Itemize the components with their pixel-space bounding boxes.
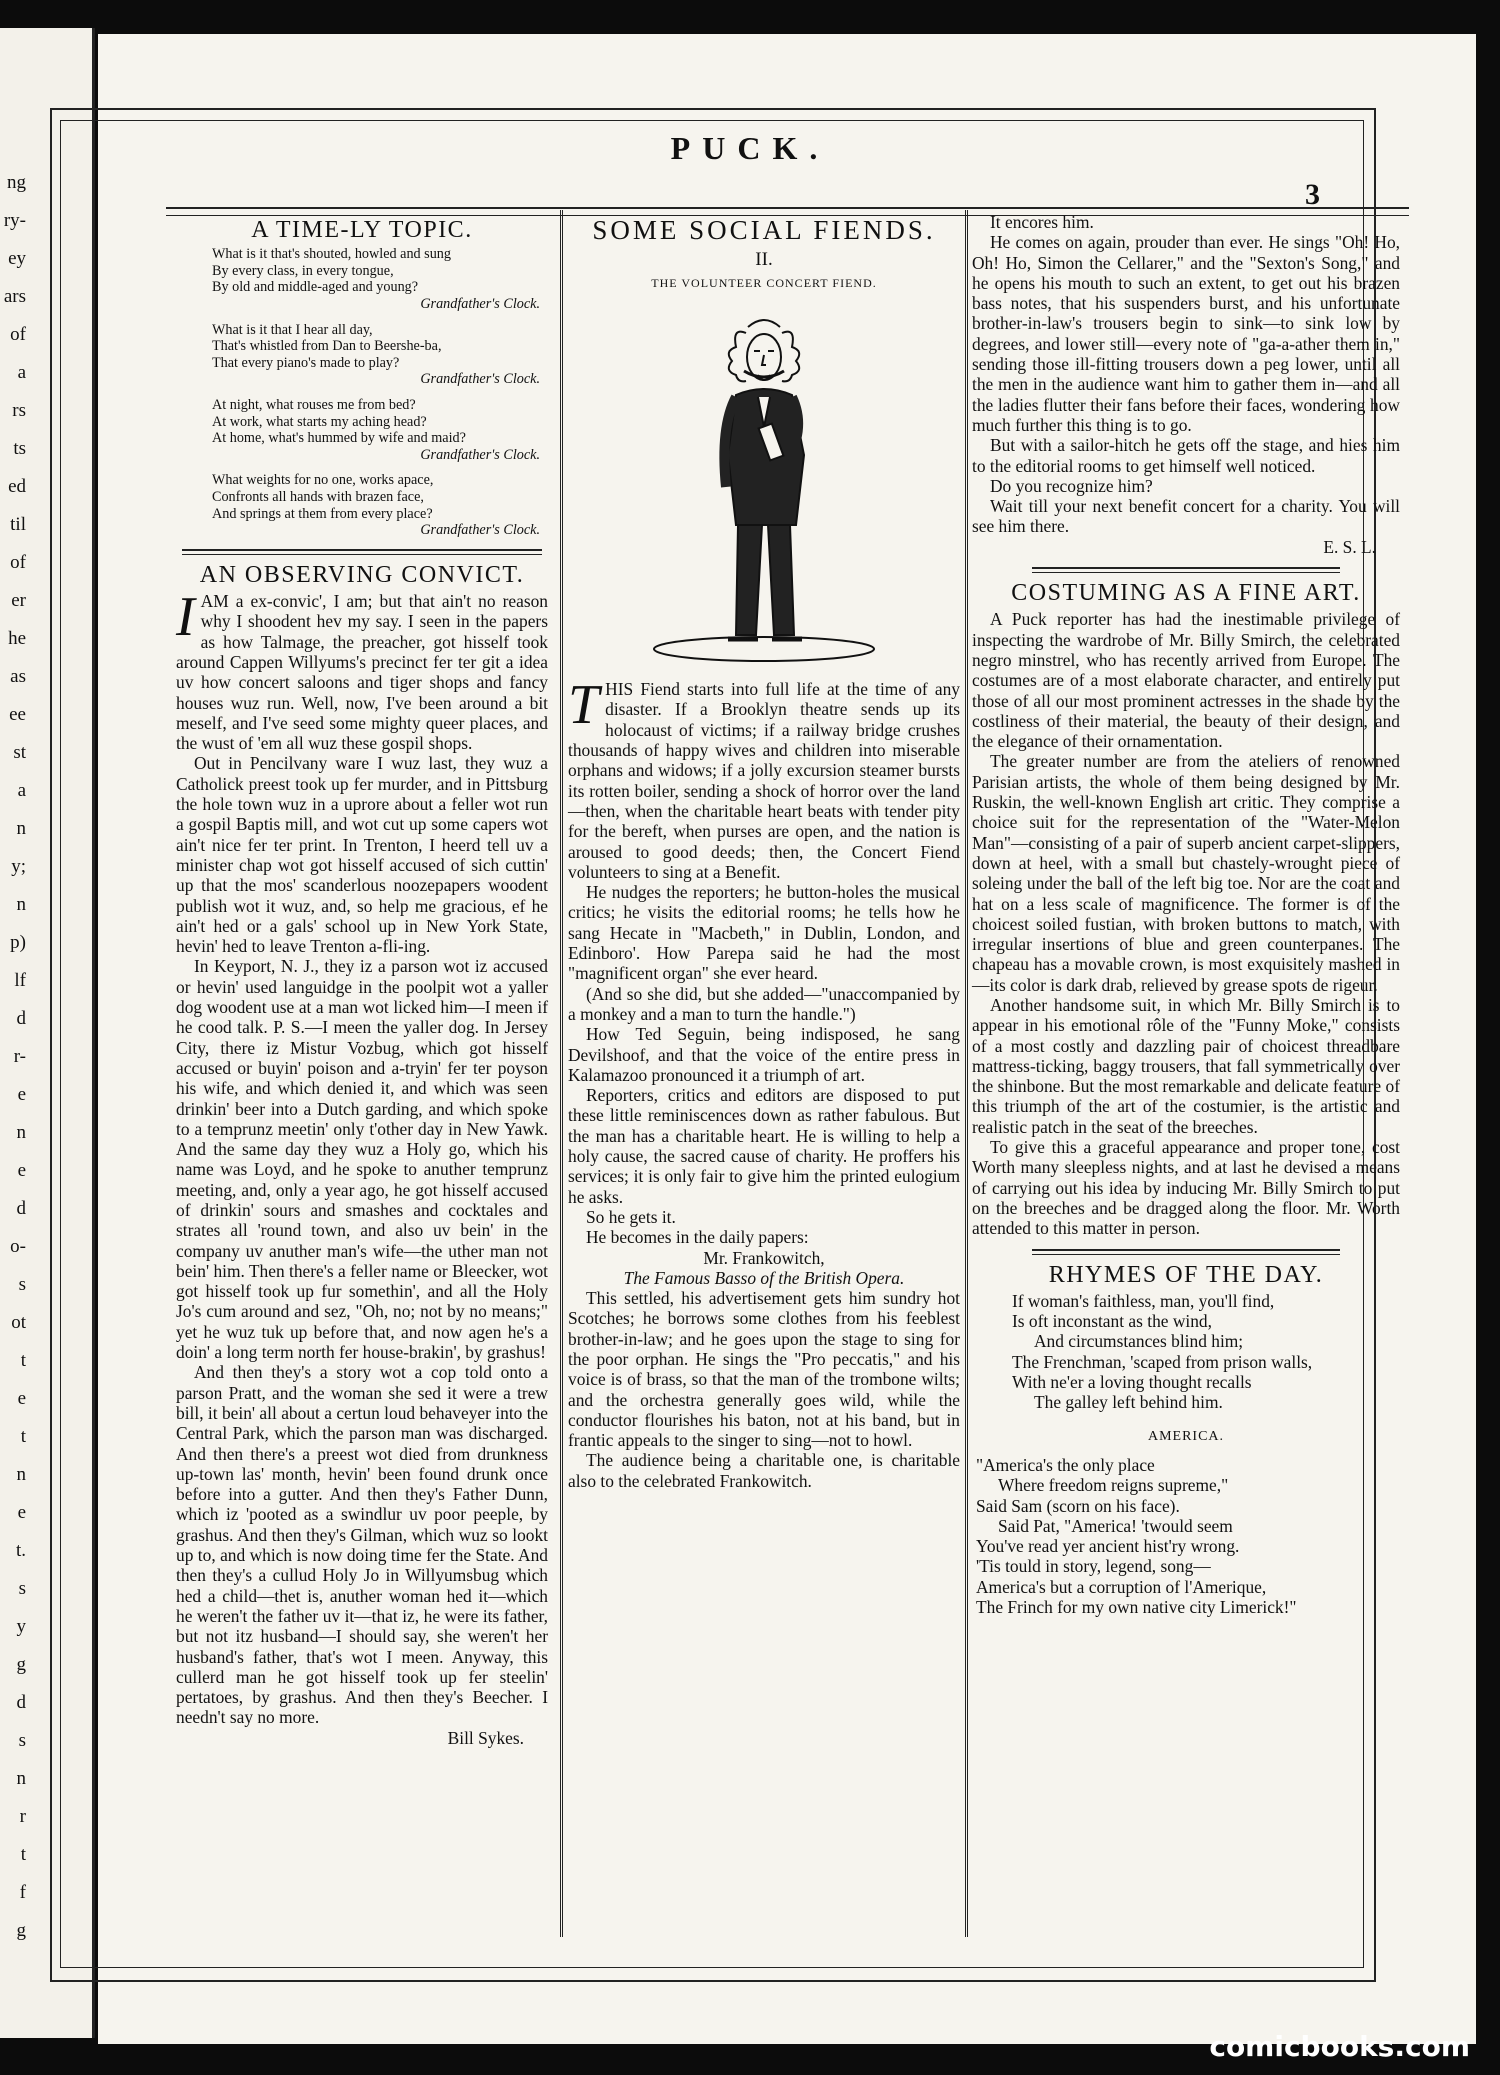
edge-text-fragment: ts [13, 438, 26, 459]
edge-text-fragment: y [16, 1616, 26, 1637]
edge-text-fragment: a [17, 780, 26, 801]
article-paragraph: IAM a ex-convic', I am; but that ain't no reason why I shoodent hev my say. I seen in the papers as how Talmage, the preacher, got hisself took around Cappen Willyums's precinct fer ter git a idea uv how concert saloons and tiger shops and fancy houses wuz run. Well, now, I've been around a bit meself, and I've seed some mighty queer places, and the wust of 'em all wuz these gospil shops. [176, 586, 548, 754]
article-title: AN OBSERVING CONVICT. [199, 561, 525, 588]
edge-text-fragment: er [11, 590, 26, 611]
poem-line: And circumstances blind him; [1034, 1331, 1244, 1352]
edge-text-fragment: p) [10, 932, 26, 953]
article-title: SOME SOCIAL FIENDS. [592, 215, 936, 245]
watermark: comicbooks.com [1209, 2030, 1470, 2063]
edge-text-fragment: st [13, 742, 26, 763]
poem-line: Where freedom reigns supreme," [998, 1475, 1229, 1496]
column-rule [560, 210, 563, 1937]
edge-text-fragment: y; [11, 856, 26, 877]
timely-poem [176, 246, 548, 539]
edge-text-fragment: of [10, 552, 26, 573]
article-paragraph: It encores him. [990, 212, 1094, 232]
poem-line: America's but a corruption of l'Amerique, [976, 1576, 1267, 1597]
drop-cap: I [176, 586, 195, 649]
edge-text-fragment: ot [11, 1312, 26, 1333]
section-rule [1032, 567, 1340, 573]
article-title: COSTUMING AS A FINE ART. [1011, 580, 1361, 607]
poem-line: What is it that's shouted, howled and sung [212, 246, 451, 263]
poem-line: By every class, in every tongue, [212, 262, 394, 279]
poem-line: You've read yer ancient hist'ry wrong. [976, 1536, 1240, 1557]
edge-text-fragment: s [18, 1274, 26, 1295]
poem-line: The Frinch for my own native city Limerick!" [976, 1597, 1297, 1617]
article-title: RHYMES OF THE DAY. [1048, 1261, 1324, 1288]
poem-line: By old and middle-aged and young? [212, 279, 419, 296]
article-paragraph: A Puck reporter has had the inestimable privilege of inspecting the wardrobe of Mr. Billy Smirch, the celebrated negro minstrel, who has recently arrived from Europe. The costumes are of a most elaborate character, and entirely put those of all our most prominent actresses in the shade by the costliness of their material, the beauty of their design, and the elegance of their ornamentation. [972, 609, 1400, 752]
article-paragraph: He comes on again, prouder than ever. He sings "Oh! Ho, Oh! Ho, Simon the Cellarer," and the "Sexton's Song," and he opens his mouth to such an extent, to get out his brazen bass notes, that his suspenders burst, and his unfortunate brother-in-law's trousers begin to sink—to sink low by degrees, and lower still—every note of "ga-a-ather them in," sending those ill-fitting trousers down a peg lower, until all the men in the audience want him to gather them in—and all the ladies flutter their fans before their faces, wondering how much further this thing is to go. [972, 232, 1400, 435]
poem-line: "America's the only place [976, 1454, 1155, 1475]
page-number: 3 [1305, 178, 1320, 211]
edge-text-fragment: r [19, 1806, 26, 1827]
poem-line: Said Sam (scorn on his face). [976, 1495, 1180, 1516]
america-poem [972, 1455, 1400, 1617]
edge-text-fragment: ars [3, 286, 26, 307]
article-paragraph: To give this a graceful appearance and proper tone, cost Worth many sleepless nights, and at last he devised a means of carrying out his idea by inducing Mr. Billy Smirch to put on the breeches and be dragged along the floor. Mr. Worth attended to this matter in person. [972, 1137, 1400, 1239]
edge-text-fragment: d [16, 1198, 26, 1219]
article-paragraph: Out in Pencilvany ware I wuz last, they wuz a Catholick preest took up fer murder, and in Pittsburg the hole town wuz in a uprore about a feller wot run a gospil Baptis mill, and wot cut up some capers wot ain't nice fer ter print. In Trenton, I heerd tell uv a minister chap wot got hisself accused of sich cuttin' up that the mos' scanderlous noozepapers woodent publish wot it wuz, and, so help me gracious, ef he ain't hed or a gals' school up in New York State, hevin' hed to leave Trenton a-fli-ing. [176, 753, 548, 957]
article-paragraph: In Keyport, N. J., they iz a parson wot iz accused or hevin' used languidge in the poolpit wot a yaller dog woodent use at a man wot licked him—I meen if he cood talk. P. S.—I meen the yaller dog. In Jersey City, there iz Mistur Vozbug, which got hisself accused or buyin' poison and a-tryin' fer ter poyson his wife, and which denied it, and which was seen drinkin' beer into a Dutch garding, and which spoke to a temprunz meetin' only t'other day in New Yawk. And the same day they wuz a Holy go, which his name was Loyd, and he spoke to anuther temprunz meeting, and, only a year ago, he got hisself accused of drinkin' sours and smashes and cocktales and strates all 'round town, and also uv bein' in the company uv anuther man's wife—the uther man not bein' him. Then there's a feller name or Bleecker, wot got hisself took up fur somethin', and all the Holy Jo's cum around and sez, "Oh, no; not by no means;" yet he wuz tuk up before that, and now agen he's a doin' a long term north fer house-brakin', by grashus! [176, 956, 548, 1363]
article-paragraph: How Ted Seguin, being indisposed, he sang Devilshoof, and that the voice of the entire press in Kalamazoo pronounced it a triumph of art. [568, 1024, 960, 1085]
article-title: A TIME-LY TOPIC. [251, 217, 473, 243]
edge-text-fragment: n [16, 1122, 26, 1143]
edge-text-fragment: a [17, 362, 26, 383]
column-left [176, 212, 548, 1748]
edge-text-fragment: ry- [3, 210, 26, 231]
edge-text-fragment: ed [8, 476, 26, 497]
poem-line: That every piano's made to play? [212, 354, 400, 371]
poem-refrain: Grandfather's Clock. [420, 446, 540, 463]
edge-text-fragment: til [10, 514, 26, 535]
poem-line: Is oft inconstant as the wind, [1012, 1311, 1212, 1332]
poem-line: What weights for no one, works apace, [212, 472, 434, 489]
article-paragraph: He nudges the reporters; he button-holes the musical critics; he visits the editorial rooms; he tells how he sang Hecate in "Macbeth," in Dublin, London, and Edinboro'. How Parepa said he had the most "magnificent organ" she ever heard. [568, 882, 960, 984]
poem-stanza [212, 322, 548, 388]
poem-line: The galley left behind him. [1034, 1392, 1223, 1413]
article-paragraph: But with a sailor-hitch he gets off the stage, and hies him to the editorial rooms to get himself well noticed. [972, 435, 1400, 476]
rhymes-poem [972, 1291, 1400, 1413]
article-paragraph: So he gets it. [586, 1206, 676, 1227]
article-paragraph: The audience being a charitable one, is charitable also to the celebrated Frankowitch. [568, 1450, 960, 1491]
masthead: PUCK. [670, 130, 830, 166]
edge-text-fragment: s [18, 1578, 26, 1599]
poem-line: At work, what starts my aching head? [212, 413, 427, 430]
article-paragraph: Wait till your next benefit concert for a charity. You will see him there. [972, 496, 1400, 537]
drop-cap: T [568, 674, 600, 737]
edge-text-fragment: s [18, 1730, 26, 1751]
edge-text-fragment: ey [8, 248, 26, 269]
section-rule [1032, 1249, 1340, 1255]
edge-text-fragment: t. [15, 1540, 26, 1561]
poem-line: At night, what rouses me from bed? [212, 397, 416, 414]
edge-text-fragment: t [20, 1350, 26, 1371]
article-paragraph: THIS Fiend starts into full life at the time of any disaster. If a Brooklyn theatre sends up its holocaust of victims; if a railway bridge crushes thousands of happy wives and children into miserable orphans and widows; if a jolly excursion steamer bursts its rotten boiler, sending a shock of horror over the land—then, when the charitable heart beats with tender pity for the bereft, when purses are open, and the nation is aroused to good deeds; then, the Concert Fiend volunteers to sing at a Benefit. [568, 674, 960, 882]
edge-text-fragment: lf [14, 970, 26, 991]
edge-text-fragment: d [16, 1692, 26, 1713]
edge-text-fragment: d [16, 1008, 26, 1029]
edge-text-fragment: ng [7, 172, 26, 193]
edge-text-fragment: g [16, 1654, 26, 1675]
poem-line: Said Pat, "America! 'twould seem [998, 1515, 1233, 1536]
edge-text-fragment: r- [13, 1046, 26, 1067]
continued-text [972, 212, 1400, 537]
poem-refrain: Grandfather's Clock. [420, 296, 540, 313]
poem-line: What is it that I hear all day, [212, 321, 373, 338]
edge-text-fragment: n [16, 1768, 26, 1789]
edge-text-fragment: rs [12, 400, 26, 421]
poem-line: At home, what's hummed by wife and maid? [212, 430, 466, 447]
poem-line: If woman's faithless, man, you'll find, [1012, 1290, 1275, 1311]
subtitle: THE VOLUNTEER CONCERT FIEND. [651, 275, 877, 290]
edge-text-fragment: he [8, 628, 26, 649]
poem-line: And springs at them from every place? [212, 505, 433, 522]
column-right [972, 212, 1400, 1617]
edge-text-fragment: ee [9, 704, 26, 725]
article-paragraph: And then they's a story wot a cop told onto a parson Pratt, and the woman she sed it were a trew bill, it bein' all about a certun loud behaveyer into the Central Park, which the parson man was discharged. And then there's a preest wot died from drunkness up-town las' month, hevin' been found drunk once before into a gutter. And then they's Father Dunn, which iz 'pooted as a swindlur uv poor peeple, by grashus. And then they's Gilman, which wuz so lookt up to, and which is now doing time fer the State. And then they's a cullud Holy Jo in Willyumsbug which hed a child—thet is, anuther woman hed it—which he weren't the father uv it—that iz, he were its father, but not itz husband—I should say, she weren't her husband's father, that's wot I meen. Anyway, this cullerd man he got hisself took up fer steelin' pertatoes, by grashus. And then they's Beecher. I needn't say no more. [176, 1362, 548, 1728]
poem-line: With ne'er a loving thought recalls [1012, 1372, 1252, 1393]
signature: Bill Sykes. [447, 1727, 524, 1748]
edge-text-fragment: e [17, 1160, 26, 1181]
edge-text-fragment: of [10, 324, 26, 345]
poem-line: Confronts all hands with brazen face, [212, 489, 424, 506]
edge-text-fragment: n [16, 818, 26, 839]
article-paragraph: (And so she did, but she added—"unaccompanied by a monkey and a man to turn the handle.") [568, 983, 960, 1024]
edge-text-fragment: o- [10, 1236, 26, 1257]
article-paragraph: Another handsome suit, in which Mr. Billy Smirch is to appear in his emotional rôle of the "Funny Moke," consists of a most costly and dazzling pair of choicest threadbare mattress-ticking, baggy trousers, that fall symmetrically over the shinbone. But the most remarkable and delicate feature of this triumph of the art of the costumier, is the artistic and realistic patch in the seat of the breeches. [972, 994, 1400, 1137]
column-rule [965, 210, 968, 1937]
poem-stanza [212, 397, 548, 463]
poem-line: The Frenchman, 'scaped from prison walls, [1012, 1351, 1313, 1372]
edge-text-fragment: n [16, 894, 26, 915]
article-paragraph: The greater number are from the ateliers of renowned Parisian artists, the whole of them being designed by Mr. Ruskin, the well-known English art critic. They comprise a choice suit for the representation of the "Water-Melon Man"—consisting of a pair of superb ancient carpet-slippers, down at heel, with a small but chastely-wrought piece of soleing under the ball of the left big toe. Nor are the coat and hat on a less scale of magnificence. The former is of the choicest soiled fustian, with broken buttons to match, with irregular insertions of blue and green counterpanes. The chapeau has a movable crown, is most exquisitely mashed in—its color is dark drab, relieved by grease spots de rigeur. [972, 751, 1400, 995]
edge-text-fragment: g [16, 1920, 26, 1941]
article-paragraph: Reporters, critics and editors are disposed to put these little reminiscences down as rather fabulous. But the man has a charitable heart. He is willing to help a holy cause, the sacred cause of charity. He proffers his services; it is only fair to give him the printed eulogium he asks. [568, 1085, 960, 1207]
edge-text-fragment: e [17, 1388, 26, 1409]
section-rule [182, 549, 542, 555]
column-middle [568, 212, 960, 1491]
signature: E. S. L. [1323, 536, 1376, 557]
poem-refrain: Grandfather's Clock. [420, 371, 540, 388]
edge-text-fragment: t [20, 1844, 26, 1865]
poem-line: 'Tis tould in story, legend, song— [976, 1556, 1211, 1577]
edge-text-fragment: t [20, 1426, 26, 1447]
concert-fiend-illustration [568, 305, 960, 665]
edge-text-fragment: f [19, 1882, 26, 1903]
performer-name: Mr. Frankowitch, [703, 1247, 825, 1268]
poem-heading: AMERICA. [1147, 1428, 1225, 1444]
article-paragraph: Do you recognize him? [990, 475, 1153, 496]
edge-text-fragment: e [17, 1502, 26, 1523]
article-paragraph: He becomes in the daily papers: [586, 1227, 809, 1248]
poem-stanza [212, 246, 548, 312]
poem-line: That's whistled from Dan to Beershe-ba, [212, 338, 442, 355]
edge-text-fragment: n [16, 1464, 26, 1485]
performer-title: The Famous Basso of the British Opera. [623, 1267, 905, 1288]
edge-text-fragment: as [10, 666, 26, 687]
article-paragraph: This settled, his advertisement gets him sundry hot Scotches; he borrows some clothes from his feeblest brother-in-law; and he goes upon the stage to sing for the poor orphan. He sings the "Pro peccatis," and his voice is of brass, so that the man of the trombone wilts; and the orchestra generally goes wild, while the conductor flourishes his baton, not at his band, but in frantic appeals to the singer to sing—not to howl. [568, 1288, 960, 1451]
edge-text-fragment: e [17, 1084, 26, 1105]
poem-refrain: Grandfather's Clock. [420, 522, 540, 539]
section-numeral: II. [755, 249, 773, 271]
poem-stanza [212, 472, 548, 538]
